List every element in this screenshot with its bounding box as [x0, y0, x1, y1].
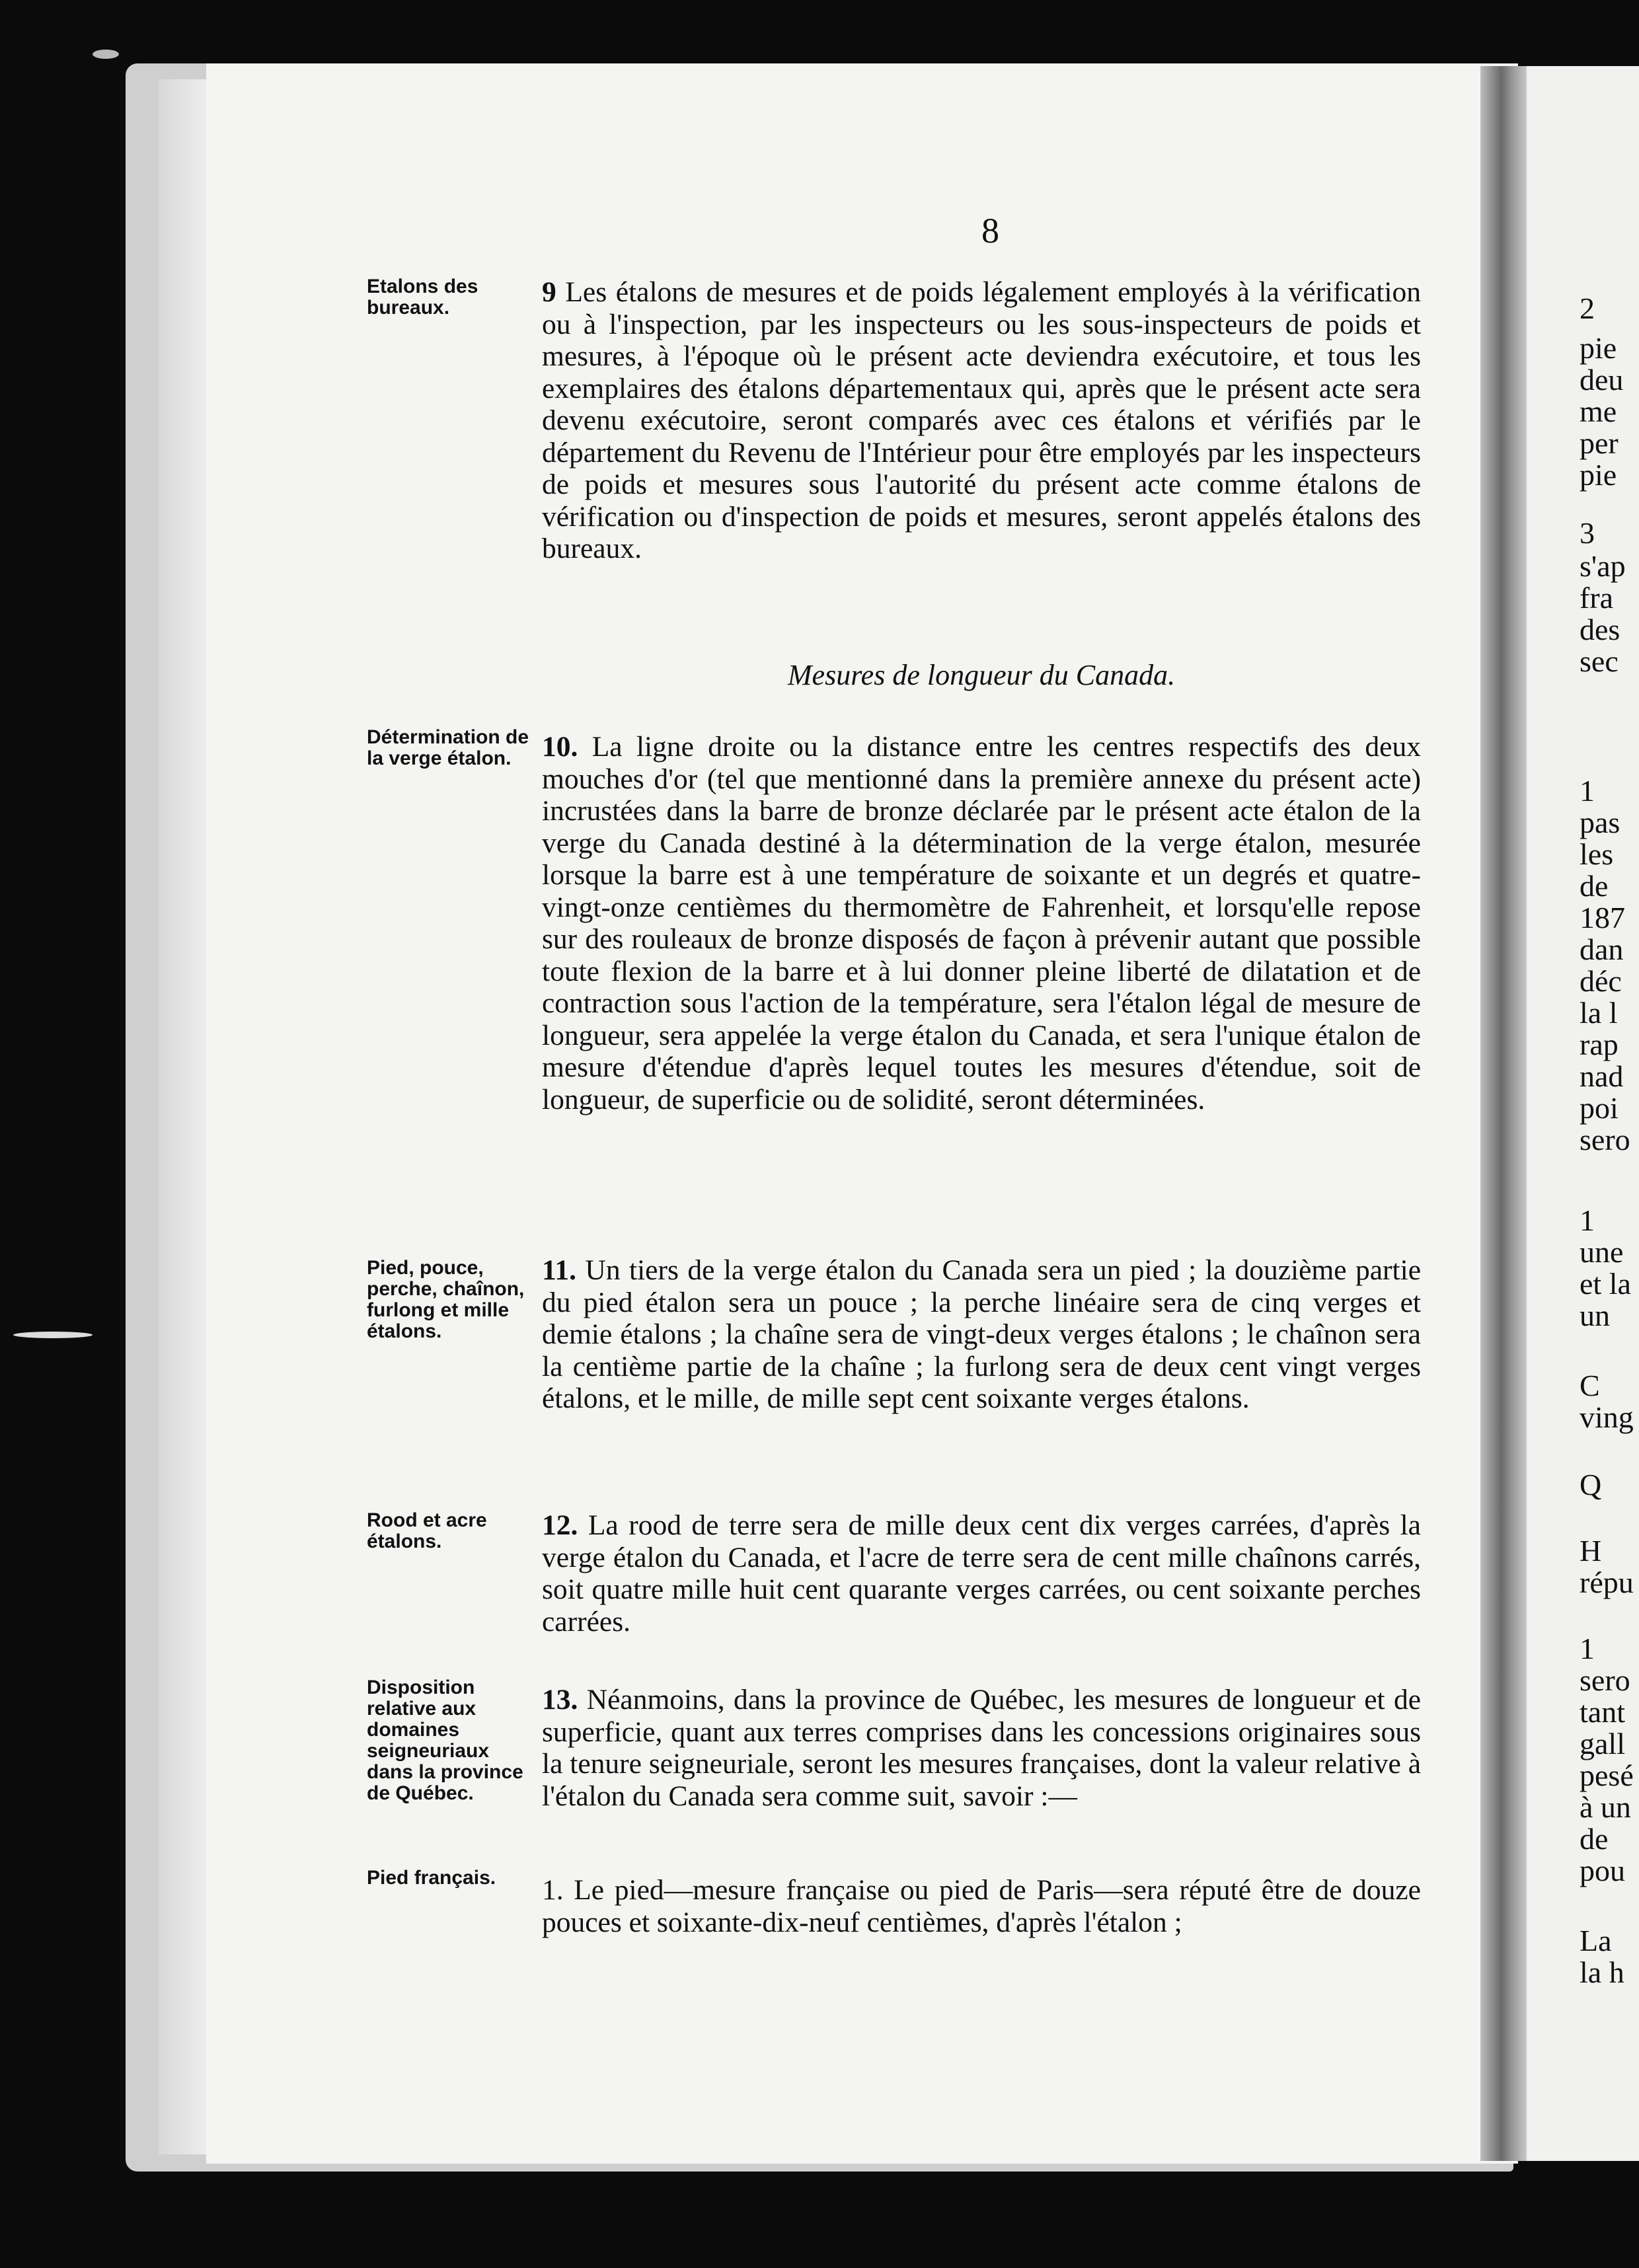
next-page-text: La [1580, 1924, 1612, 1957]
section-number: 11. [542, 1254, 576, 1286]
section-9 [542, 276, 1421, 565]
next-page-text: pas [1580, 806, 1620, 839]
margin-note-10: Détermination de la verge étalon. [367, 726, 529, 769]
next-page-text: la h [1580, 1955, 1624, 1989]
next-page-text: rap [1580, 1028, 1619, 1061]
next-page-text: tant [1580, 1695, 1625, 1729]
next-page-text: répu [1580, 1566, 1634, 1599]
section-number: 13. [542, 1684, 578, 1716]
next-page-text: des [1580, 613, 1620, 646]
book-gutter [1480, 66, 1527, 2161]
margin-note-9: Etalons des bureaux. [367, 276, 478, 319]
section-13-1 [542, 1874, 1421, 1938]
margin-note-11: Pied, pouce, perche, chaînon, furlong et mille étalons. [367, 1257, 525, 1342]
next-page-text: à un [1580, 1790, 1631, 1824]
page-number: 8 [981, 211, 999, 250]
section-10 [542, 731, 1421, 1115]
next-page-text: deu [1580, 363, 1624, 397]
next-page-text: déc [1580, 964, 1622, 998]
next-page-text: pie [1580, 458, 1617, 492]
section-12 [542, 1509, 1421, 1638]
next-page-text: 1 [1580, 774, 1595, 808]
next-page-text: et la [1580, 1267, 1631, 1301]
section-11 [542, 1254, 1421, 1415]
scan-artifact [13, 1332, 93, 1338]
page-edge [159, 79, 206, 2154]
next-page-text: 2 [1580, 291, 1595, 325]
margin-note-pied-francais: Pied français. [367, 1867, 496, 1889]
next-page-text: 187 [1580, 901, 1625, 934]
scan-artifact [93, 50, 119, 59]
next-page-text: gall [1580, 1727, 1625, 1760]
next-page-text: sero [1580, 1663, 1630, 1697]
next-page-text: de [1580, 1822, 1609, 1856]
next-page-text: 1 [1580, 1203, 1595, 1237]
next-page-text: pou [1580, 1854, 1625, 1887]
section-text: Les étalons de mesures et de poids légalement employés à la vérification ou à l'inspection, par les inspecteurs ou les sous-inspecteurs de poids et mesures, à l'époque où le présent acte deviendra exécutoire, et tous les exemplaires des étalons départementaux qui, après que le présent acte sera devenu exécutoire, seront comparés avec ces étalons et vérifiés par le département du Revenu de l'Intérieur pour être employés par les inspecteurs de poids et mesures sous l'autorité du présent acte comme étalons de vérification ou d'inspection de poids et mesures, seront appelés étalons des bureaux. [542, 276, 1421, 564]
subheading: Mesures de longueur du Canada. [787, 659, 1176, 691]
next-page-text: de [1580, 869, 1609, 903]
section-text: Néanmoins, dans la province de Québec, les mesures de longueur et de superficie, quant aux terres comprises dans les concessions originaires sous la tenure seigneuriale, seront les mesures françaises, dont la valeur relative à l'étalon du Canada sera comme suit, savoir :— [542, 1684, 1421, 1812]
section-number: 9 [542, 276, 556, 308]
next-page-text: dan [1580, 932, 1624, 966]
section-13 [542, 1684, 1421, 1812]
next-page-text: pie [1580, 331, 1617, 365]
next-page-text: pesé [1580, 1758, 1634, 1792]
section-number: 10. [542, 731, 578, 763]
next-page-text: 1 [1580, 1632, 1595, 1665]
section-text: La ligne droite ou la distance entre les centres respectifs des deux mouches d'or (tel que mentionné dans la première annexe du présent acte) incrustées dans la barre de bronze déclarée par le présent acte étalon de la verge du Canada destiné à la détermination de la verge étalon, mesurée lorsque la barre est à une température de soixante et un degrés et quatre-vingt-onze centièmes du thermomètre de Fahrenheit, et lorsqu'elle repose sur des rouleaux de bronze disposés de façon à prévenir autant que possible toute flexion de la barre et à lui donner pleine liberté de dilatation et de contraction sous l'action de la température, sera l'étalon légal de mesure de longueur, sera appelée la verge étalon du Canada, et sera l'unique étalon de mesure d'étendue d'après lequel toutes les mesures d'étendue, soit de longueur, de superficie ou de solidité, seront déterminées. [542, 731, 1421, 1115]
next-page-text: H [1580, 1534, 1602, 1568]
next-page-text: la l [1580, 996, 1618, 1030]
next-page-text: C [1580, 1369, 1600, 1402]
section-text: La rood de terre sera de mille deux cent dix verges carrées, d'après la verge étalon du Canada, et l'acre de terre sera de cent mille chaînons carrés, soit quatre mille huit cent quarante verges carrées, ou cent soixante perches carrées. [542, 1509, 1421, 1638]
next-page-text: sero [1580, 1123, 1630, 1156]
next-page-text: les [1580, 837, 1614, 871]
next-page-text: fra [1580, 581, 1614, 615]
margin-note-13: Disposition relative aux domaines seigneuriaux dans la province de Québec. [367, 1677, 523, 1804]
section-text: Un tiers de la verge étalon du Canada sera un pied ; la douzième partie du pied étalon sera un pouce ; la perche linéaire sera de cinq verges et demie étalons ; la chaîne sera de vingt-deux verges étalons ; le chaînon sera la centième partie de la chaîne ; la furlong sera de deux cent vingt verges étalons, et le mille, de mille sept cent soixante verges étalons. [542, 1254, 1421, 1414]
next-page-text: Q [1580, 1468, 1602, 1501]
next-page-text: per [1580, 426, 1619, 460]
section-number: 12. [542, 1509, 578, 1541]
next-page-text: ving [1580, 1400, 1634, 1434]
next-page-text: une [1580, 1235, 1624, 1269]
next-page-text: s'ap [1580, 549, 1626, 583]
margin-note-12: Rood et acre étalons. [367, 1509, 487, 1552]
next-page-text: me [1580, 395, 1617, 428]
next-page-text: sec [1580, 644, 1619, 678]
next-page-text: nad [1580, 1059, 1624, 1093]
next-page-text: un [1580, 1299, 1610, 1332]
next-page-fragment [1527, 66, 1639, 2161]
next-page-text: poi [1580, 1091, 1619, 1125]
section-text: 1. Le pied—mesure française ou pied de Paris—sera réputé être de douze pouces et soixante-dix-neuf centièmes, d'après l'étalon ; [542, 1874, 1421, 1938]
next-page-text: 3 [1580, 516, 1595, 550]
